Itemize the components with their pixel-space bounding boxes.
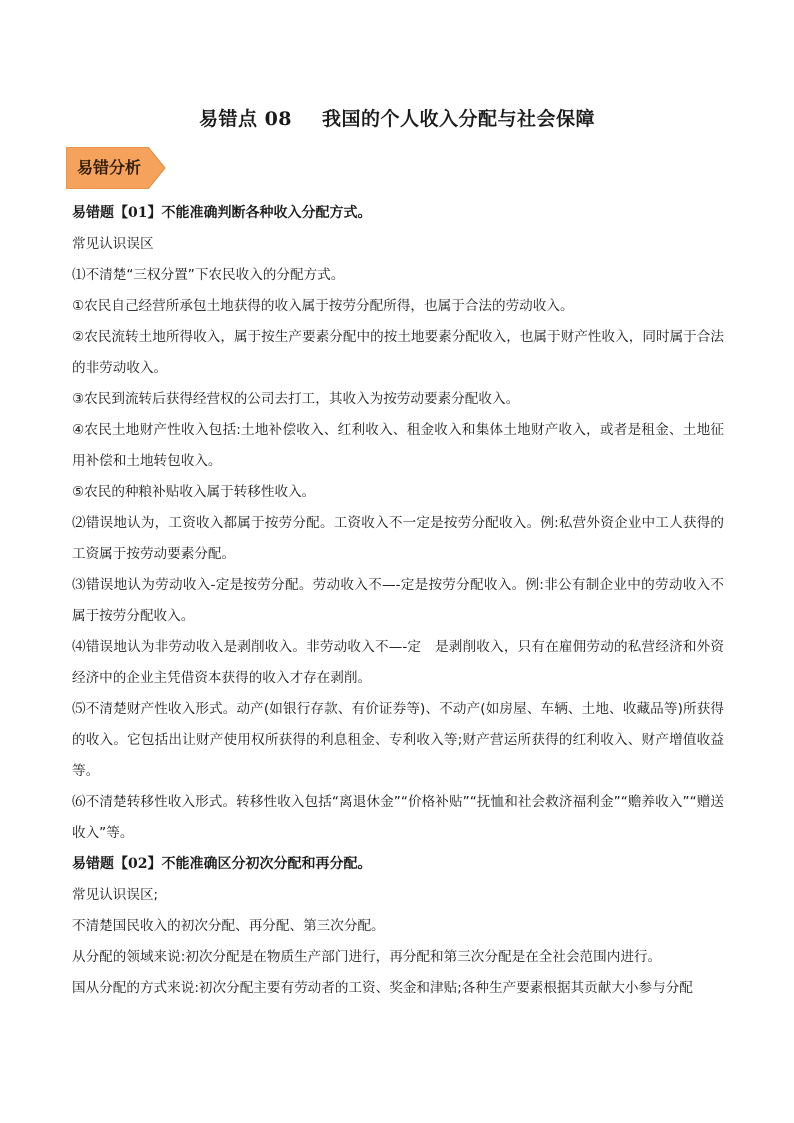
body-line: ①农民自己经营所承包土地获得的收入属于按劳分配所得，也属于合法的劳动收入。 — [72, 298, 574, 314]
section-heading: 易错题【02】不能准确区分初次分配和再分配。 — [72, 856, 372, 872]
title-text: 我国的个人收入分配与社会保障 — [322, 108, 596, 130]
body-line: ②农民流转土地所得收入，属于按生产要素分配中的按土地要素分配收入，也属于财产性收入，同时属于合法的非劳动收入。 — [72, 329, 724, 376]
body-line: ③农民到流转后获得经营权的公司去打工，其收入为按劳动要素分配收入。 — [72, 391, 520, 407]
body-line: 常见认识误区; — [72, 887, 159, 903]
body-line: ⑵错误地认为，工资收入都属于按劳分配。工资收入不一定是按劳分配收入。例:私营外资企业中工人获得的工资属于按劳动要素分配。 — [72, 515, 724, 562]
body-line: ④农民土地财产性收入包括:土地补偿收入、红利收入、租金收入和集体土地财产收入，或者是租金、土地征用补偿和土地转包收入。 — [72, 422, 724, 469]
body-line: ⑤农民的种粮补贴收入属于转移性收入。 — [72, 484, 316, 500]
body-line: ⑸不清楚财产性收入形式。动产(如银行存款、有价证券等)、不动产(如房屋、车辆、土地、收藏品等)所获得的收入。它包括出让财产使用权所获得的利息租金、专利收入等;财产营运所获得的红利收入、财产增值收益等。 — [72, 701, 724, 779]
body-line: 常见认识误区 — [72, 236, 154, 252]
body-line: ⑴不清楚“三权分置”下农民收入的分配方式。 — [72, 267, 345, 283]
section-heading: 易错题【01】不能准确判断各种收入分配方式。 — [72, 205, 372, 221]
document-body — [72, 198, 724, 1004]
body-line: ⑹不清楚转移性收入形式。转移性收入包括“离退休金”“价格补贴”“抚恤和社会救济福利金”“赡养收入”“赠送收入”等。 — [72, 794, 724, 841]
body-line: ⑶错误地认为劳动收入-定是按劳分配。劳动收入不—-定是按劳分配收入。例:非公有制企业中的劳动收入不属于按劳分配收入。 — [72, 577, 724, 624]
section-badge — [66, 147, 166, 189]
body-line: 不清楚国民收入的初次分配、再分配、第三次分配。 — [72, 918, 385, 934]
body-line: ⑷错误地认为非劳动收入是剥削收入。非劳动收入不—-定 是剥削收入，只有在雇佣劳动的私营经济和外资经济中的企业主凭借资本获得的收入才存在剥削。 — [72, 639, 724, 686]
title-code: 易错点 08 — [198, 108, 293, 130]
body-line: 从分配的领域来说:初次分配是在物质生产部门进行，再分配和第三次分配是在全社会范围内进行。 — [72, 949, 662, 965]
page-title — [0, 104, 794, 131]
body-line: 国从分配的方式来说:初次分配主要有劳动者的工资、奖金和津贴;各种生产要素根据其贡献大小参与分配 — [72, 980, 693, 996]
badge-label: 易错分析 — [76, 158, 141, 177]
